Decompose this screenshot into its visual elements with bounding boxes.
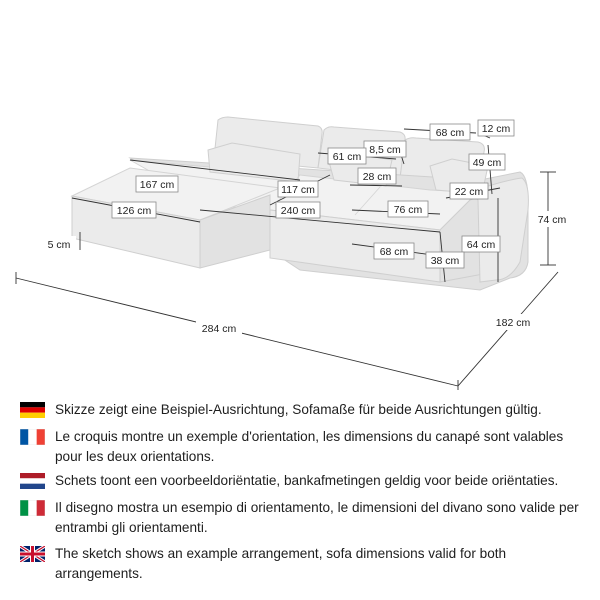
dim-64: 64 cm [466,239,496,251]
dim-76: 76 cm [393,204,423,216]
dim-12: 12 cm [481,123,511,135]
dim-182: 182 cm [495,317,531,329]
dim-22: 22 cm [454,186,484,198]
dim-5: 5 cm [47,239,71,251]
dim-240: 240 cm [280,205,316,217]
legend-text-uk: The sketch shows an example arrangement, sofa dimensions valid for both arrangements. [55,546,507,581]
legend-text-it: Il disegno mostra un esempio di orientamento, le dimensioni del divano sono valide per entrambi gli orientamenti. [55,500,579,535]
legend-text-nl: Schets toont een voorbeeldoriëntatie, bankafmetingen geldig voor beide oriëntaties. [55,473,559,488]
france-flag-icon [20,429,45,445]
dim-8-5: 8,5 cm [369,144,401,156]
dim-284: 284 cm [201,323,237,335]
dim-49: 49 cm [472,157,502,169]
dim-126: 126 cm [116,205,152,217]
dim-38: 38 cm [430,255,460,267]
dim-74: 74 cm [537,214,567,226]
germany-flag-icon [20,402,45,418]
dim-117: 117 cm [281,184,315,196]
dim-68-top: 68 cm [435,127,465,139]
uk-flag-icon [20,546,45,562]
dim-68-bottom: 68 cm [379,246,409,258]
netherlands-flag-icon [20,473,45,489]
dim-167: 167 cm [139,179,175,191]
legend-text-fr: Le croquis montre un exemple d'orientation, les dimensions du canapé sont valables pour les deux orientations. [55,429,564,464]
legend-text-de: Skizze zeigt eine Beispiel-Ausrichtung, Sofamaße für beide Ausrichtungen gültig. [55,402,542,417]
dim-61: 61 cm [332,151,362,163]
italy-flag-icon [20,500,45,516]
dim-28: 28 cm [362,171,392,183]
